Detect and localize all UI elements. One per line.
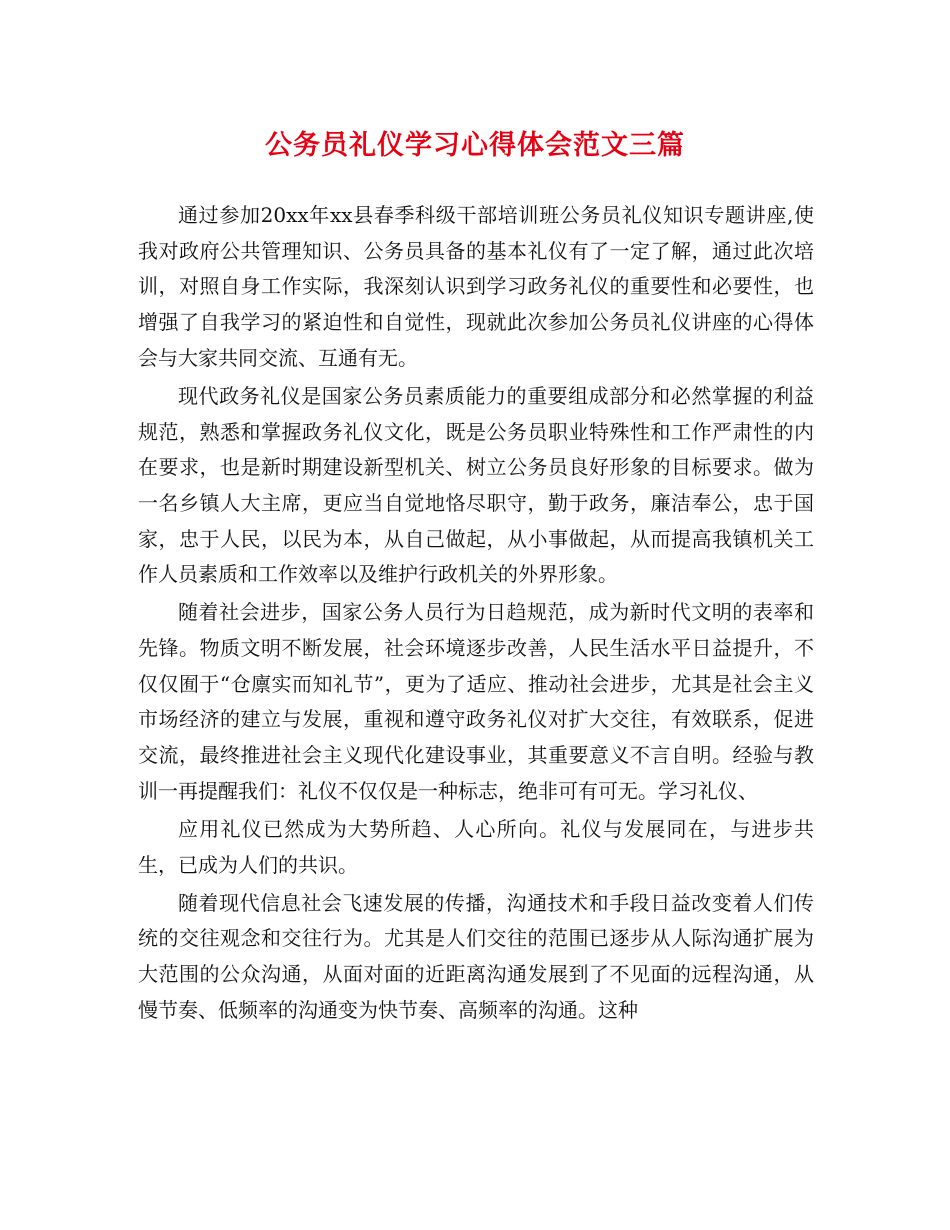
paragraph-4: 应用礼仪已然成为大势所趋、人心所向。礼仪与发展同在，与进步共生，已成为人们的共识。 [138, 816, 814, 877]
paragraph-1: 通过参加20xx年xx县春季科级干部培训班公务员礼仪知识专题讲座,使我对政府公共管理知识、公务员具备的基本礼仪有了一定了解，通过此次培训，对照自身工作实际，我深刻认识到学习政务礼仪的重要性和必要性，也增强了自我学习的紧迫性和自觉性，现就此次参加公务员礼仪讲座的心得体会与大家共同交流、互通有无。 [138, 203, 814, 370]
document-body [138, 198, 814, 1031]
document-title: 公务员礼仪学习心得体会范文三篇 [265, 130, 685, 161]
paragraph-3: 随着社会进步，国家公务人员行为日趋规范，成为新时代文明的表率和先锋。物质文明不断发展，社会环境逐步改善，人民生活水平日益提升，不仅仅囿于“仓廪实而知礼节”，更为了适应、推动社会进步，尤其是社会主义市场经济的建立与发展，重视和遵守政务礼仪对扩大交往，有效联系，促进交流，最终推进社会主义现代化建设事业，其重要意义不言自明。经验与教训一再提醒我们：礼仪不仅仅是一种标志，绝非可有可无。学习礼仪、 [138, 600, 814, 803]
paragraph-5: 随着现代信息社会飞速发展的传播，沟通技术和手段日益改变着人们传统的交往观念和交往行为。尤其是人们交往的范围已逐步从人际沟通扩展为大范围的公众沟通，从面对面的近距离沟通发展到了不见面的远程沟通，从慢节奏、低频率的沟通变为快节奏、高频率的沟通。这种 [138, 890, 814, 1022]
paragraph-2: 现代政务礼仪是国家公务员素质能力的重要组成部分和必然掌握的利益规范，熟悉和掌握政务礼仪文化，既是公务员职业特殊性和工作严肃性的内在要求，也是新时期建设新型机关、树立公务员良好形象的目标要求。做为一名乡镇人大主席，更应当自觉地恪尽职守，勤于政务，廉洁奉公，忠于国家，忠于人民，以民为本，从自己做起，从小事做起，从而提高我镇机关工作人员素质和工作效率以及维护行政机关的外界形象。 [138, 383, 814, 587]
